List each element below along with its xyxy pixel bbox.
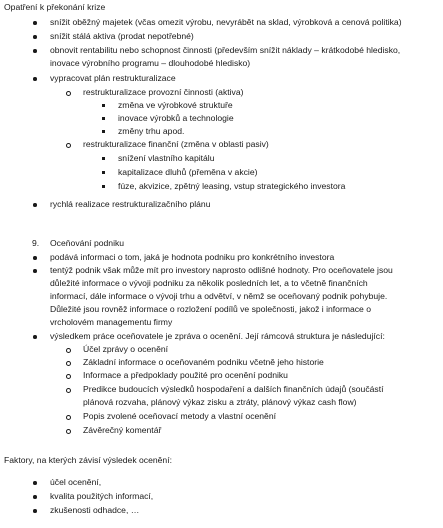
circle-bullet-icon <box>66 143 71 148</box>
circle-bullet-icon <box>66 348 71 353</box>
list-item-continuation: inovace výrobního programu – dlouhodobé hledisko) <box>50 58 251 68</box>
subsublist-item: změny trhu apod. <box>118 126 185 136</box>
bullet-icon <box>33 203 37 207</box>
sublist-item-continuation: plánová rozvaha, plánový výkaz zisku a ztráty, plánový výkaz cash flow) <box>83 397 357 407</box>
bullet-icon <box>33 269 37 273</box>
list-item: snížit stálá aktiva (prodat nepotřebné) <box>50 31 194 41</box>
list-item: podává informaci o tom, jaká je hodnota podniku pro konkrétního investora <box>50 252 335 262</box>
list-item: vypracovat plán restrukturalizace <box>50 73 176 83</box>
sublist-item: Popis zvolené oceňovací metody a vlastní ocenění <box>83 411 276 421</box>
subsublist-item: změna ve výrobkové struktuře <box>118 100 233 110</box>
sublist-item: restrukturalizace provozní činnosti (aktiva) <box>83 87 244 97</box>
sublist-item: Závěrečný komentář <box>83 425 162 435</box>
bullet-icon <box>33 481 37 485</box>
subsublist-item: fúze, akvizice, zpětný leasing, vstup strategického investora <box>118 181 346 191</box>
sublist-item: Informace a předpoklady použité pro ocenění podniku <box>83 370 288 380</box>
bullet-icon <box>33 35 37 39</box>
bullet-icon <box>33 335 37 339</box>
list-item: obnovit rentabilitu nebo schopnost činnosti (především snížit náklady – krátkodobé hledisko, <box>50 45 401 55</box>
sublist-item: Základní informace o oceňovaném podniku včetně jeho historie <box>83 357 324 367</box>
circle-bullet-icon <box>66 429 71 434</box>
list-item: snížit oběžný majetek (včas omezit výrobu, nevyrábět na sklad, výrobková a cenová politika) <box>50 17 402 27</box>
section-heading: Opatření k překonání krize <box>4 2 106 12</box>
section-number: 9. <box>32 238 40 248</box>
list-item: výsledkem práce oceňovatele je zpráva o ocenění. Její rámcová struktura je následující: <box>50 331 385 341</box>
section-heading: Oceňování podniku <box>50 238 125 248</box>
bullet-icon <box>33 495 37 499</box>
bullet-icon <box>33 77 37 81</box>
circle-bullet-icon <box>66 361 71 366</box>
list-item-continuation: vrcholovém managementu firmy <box>50 317 173 327</box>
section-heading: Faktory, na kterých závisí výsledek ocenění: <box>4 455 172 465</box>
square-bullet-icon <box>102 171 105 174</box>
list-item: tentýž podnik však může mít pro investory naprosto odlišné hodnoty. Pro oceňovatele jsou <box>50 265 393 275</box>
list-item: kvalita použitých informací, <box>50 491 154 501</box>
square-bullet-icon <box>102 117 105 120</box>
square-bullet-icon <box>102 104 105 107</box>
circle-bullet-icon <box>66 374 71 379</box>
sublist-item: Účel zprávy o ocenění <box>83 344 169 354</box>
square-bullet-icon <box>102 130 105 133</box>
bullet-icon <box>33 21 37 25</box>
subsublist-item: inovace výrobků a technologie <box>118 113 234 123</box>
list-item-continuation: důležité informace o vývoji podniku za několik posledních let, a to včetně finančních <box>50 278 368 288</box>
square-bullet-icon <box>102 185 105 188</box>
subsublist-item: snížení vlastního kapitálu <box>118 153 215 163</box>
list-item-continuation: Důležité jsou rovněž informace o rozložení podílů ve společnosti, jakož i informace o <box>50 304 371 314</box>
square-bullet-icon <box>102 157 105 160</box>
bullet-icon <box>33 256 37 260</box>
list-item: zkušenosti odhadce, … <box>50 505 140 515</box>
subsublist-item: kapitalizace dluhů (přeměna v akcie) <box>118 167 258 177</box>
sublist-item: restrukturalizace finanční (změna v oblasti pasiv) <box>83 139 269 149</box>
circle-bullet-icon <box>66 388 71 393</box>
list-item-continuation: informací, dále informace o vývoji trhu a odvětví, v němž se oceňovaný podnik pohybuje. <box>50 291 388 301</box>
bullet-icon <box>33 509 37 513</box>
circle-bullet-icon <box>66 415 71 420</box>
circle-bullet-icon <box>66 91 71 96</box>
list-item: účel ocenění, <box>50 477 102 487</box>
sublist-item: Predikce budoucích výsledků hospodaření a dalších finančních údajů (součástí <box>83 384 384 394</box>
bullet-icon <box>33 49 37 53</box>
list-item: rychlá realizace restrukturalizačního plánu <box>50 199 211 209</box>
